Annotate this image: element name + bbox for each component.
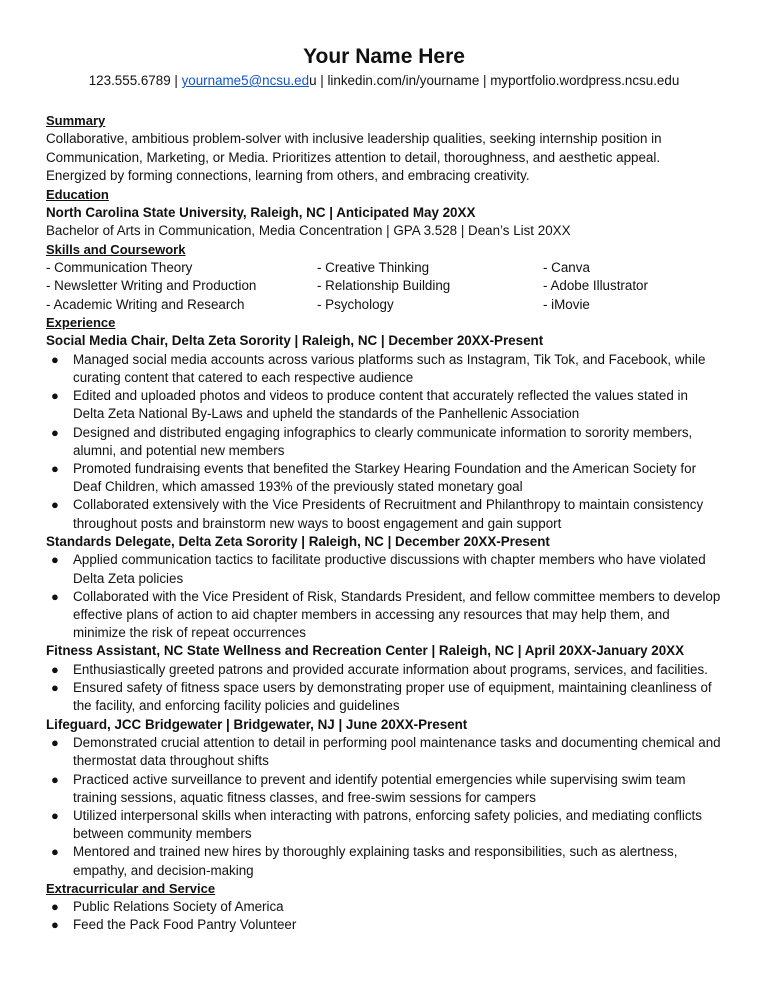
bullet-item: ● Promoted fundraising events that benefited the Starkey Hearing Foundation and the American Society for Deaf Children, which amassed 193% of the previously stated monetary goal bbox=[51, 461, 697, 495]
job-title: Standards Delegate, Delta Zeta Sorority | Raleigh, NC | December 20XX-Present bbox=[46, 533, 550, 549]
bullet-item: ● Managed social media accounts across various platforms such as Instagram, Tik Tok, and Facebook, while curating content that catered to each respective audience bbox=[51, 351, 706, 385]
bullet-icon: ● bbox=[51, 497, 59, 513]
contact-line: 123.555.6789 | yourname5@ncsu.edu | linkedin.com/in/yourname | myportfolio.wordpress.ncsu.edu bbox=[88, 73, 680, 88]
bullet-icon: ● bbox=[51, 917, 59, 933]
skills-grid bbox=[46, 259, 722, 314]
resume-name: Your Name Here bbox=[303, 45, 465, 68]
job-title: Social Media Chair, Delta Zeta Sorority | Raleigh, NC | December 20XX-Present bbox=[46, 333, 544, 349]
bullet-icon: ● bbox=[51, 461, 59, 476]
bullet-item: ● Utilized interpersonal skills when interacting with patrons, enforcing safety policies, and mediating conflicts between community members bbox=[51, 808, 702, 842]
email-link[interactable]: yourname5@ncsu.ed bbox=[181, 73, 310, 88]
phone: 123.555.6789 bbox=[88, 73, 171, 88]
bullet-item: ● Collaborated extensively with the Vice Presidents of Recruitment and Philanthropy to maintain consistency throughout posts and brainstorm new ways to boost engagement and gain support bbox=[51, 497, 704, 531]
job-bullets bbox=[46, 661, 722, 716]
skill-item: - Communication Theory bbox=[46, 259, 193, 275]
linkedin: linkedin.com/in/yourname bbox=[327, 73, 480, 88]
bullet-item: ● Mentored and trained new hires by thoroughly explaining tasks and responsibilities, such as alertness, empathy, and decision-making bbox=[51, 844, 678, 878]
bullet-item: ● Edited and uploaded photos and videos to produce content that accurately reflected the values stated in Delta Zeta National By-Laws and upheld the standards of the Panhellenic Association bbox=[51, 388, 688, 422]
bullet-item: ● Applied communication tactics to facilitate productive discussions with chapter members who have violated Delta Zeta policies bbox=[51, 552, 706, 586]
education-degree: Bachelor of Arts in Communication, Media Concentration | GPA 3.528 | Dean’s List 20XX bbox=[46, 223, 571, 239]
job-bullets bbox=[46, 351, 722, 533]
skill-item: - Adobe Illustrator bbox=[543, 278, 648, 294]
bullet-icon: ● bbox=[51, 588, 59, 604]
bullet-icon: ● bbox=[51, 351, 59, 367]
job-bullets bbox=[46, 734, 722, 880]
bullet-icon: ● bbox=[51, 680, 59, 696]
bullet-item: ● Practiced active surveillance to prevent and identify potential emergencies while supervising swim team training sessions, aquatic fitness classes, and free-swim sessions for campers bbox=[51, 771, 686, 805]
bullet-icon: ● bbox=[51, 552, 59, 568]
job-bullets bbox=[46, 551, 722, 642]
bullet-icon: ● bbox=[51, 771, 59, 787]
summary-heading: Summary bbox=[46, 113, 106, 128]
bullet-item: ● Demonstrated crucial attention to detail in performing pool maintenance tasks and documenting chemical and thermostat data throughout shifts bbox=[51, 735, 721, 769]
skill-item: - Academic Writing and Research bbox=[46, 296, 245, 312]
skill-item: - Psychology bbox=[317, 296, 394, 312]
bullet-item: ● Enthusiastically greeted patrons and provided accurate information about programs, services, and facilities. bbox=[46, 661, 722, 679]
extracurricular-list bbox=[46, 898, 722, 934]
email-tail: u bbox=[309, 73, 317, 88]
skill-item: - Creative Thinking bbox=[317, 259, 430, 275]
bullet-icon: ● bbox=[51, 388, 59, 404]
summary-text: Collaborative, ambitious problem-solver with inclusive leadership qualities, seeking internship position in Communication, Marketing, or Media. Prioritizes attention to detail, thoroughness, and aesthetic appeal. Energized by forming connections, learning from others, and embracing creativity. bbox=[46, 131, 662, 184]
bullet-icon: ● bbox=[51, 662, 59, 678]
skill-item: - iMovie bbox=[543, 296, 590, 312]
education-heading: Education bbox=[46, 186, 109, 202]
bullet-icon: ● bbox=[51, 844, 59, 860]
job-title: Fitness Assistant, NC State Wellness and Recreation Center | Raleigh, NC | April 20XX-January 20XX bbox=[46, 643, 685, 659]
education-school: North Carolina State University, Raleigh, NC | Anticipated May 20XX bbox=[46, 204, 476, 220]
bullet-icon: ● bbox=[51, 424, 59, 440]
skill-item: - Newsletter Writing and Production bbox=[46, 278, 257, 294]
bullet-item: ● Collaborated with the Vice President of Risk, Standards President, and fellow committee members to develop effective plans of action to aid chapter members in accessing any resources that may help them, and minimize the risk of repeat occurrences bbox=[51, 588, 721, 641]
job-title: Lifeguard, JCC Bridgewater | Bridgewater, NJ | June 20XX-Present bbox=[46, 716, 468, 732]
bullet-icon: ● bbox=[51, 808, 59, 824]
portfolio: myportfolio.wordpress.ncsu.edu bbox=[490, 73, 680, 88]
bullet-item: ● Feed the Pack Food Pantry Volunteer bbox=[46, 916, 722, 934]
experience-heading: Experience bbox=[46, 315, 116, 331]
bullet-item: ● Designed and distributed engaging infographics to clearly communicate information to sorority members, alumni, and potential new members bbox=[51, 424, 693, 458]
bullet-icon: ● bbox=[51, 898, 59, 914]
skill-item: - Relationship Building bbox=[317, 278, 451, 294]
bullet-item: ● Ensured safety of fitness space users by demonstrating proper use of equipment, maintaining cleanliness of the facility, and enforcing facility policies and guidelines bbox=[51, 680, 712, 714]
extracurricular-heading: Extracurricular and Service bbox=[46, 880, 216, 896]
skill-item: - Canva bbox=[543, 259, 590, 275]
bullet-item: ● Public Relations Society of America bbox=[46, 898, 722, 916]
bullet-icon: ● bbox=[51, 735, 59, 751]
skills-heading: Skills and Coursework bbox=[46, 241, 186, 257]
